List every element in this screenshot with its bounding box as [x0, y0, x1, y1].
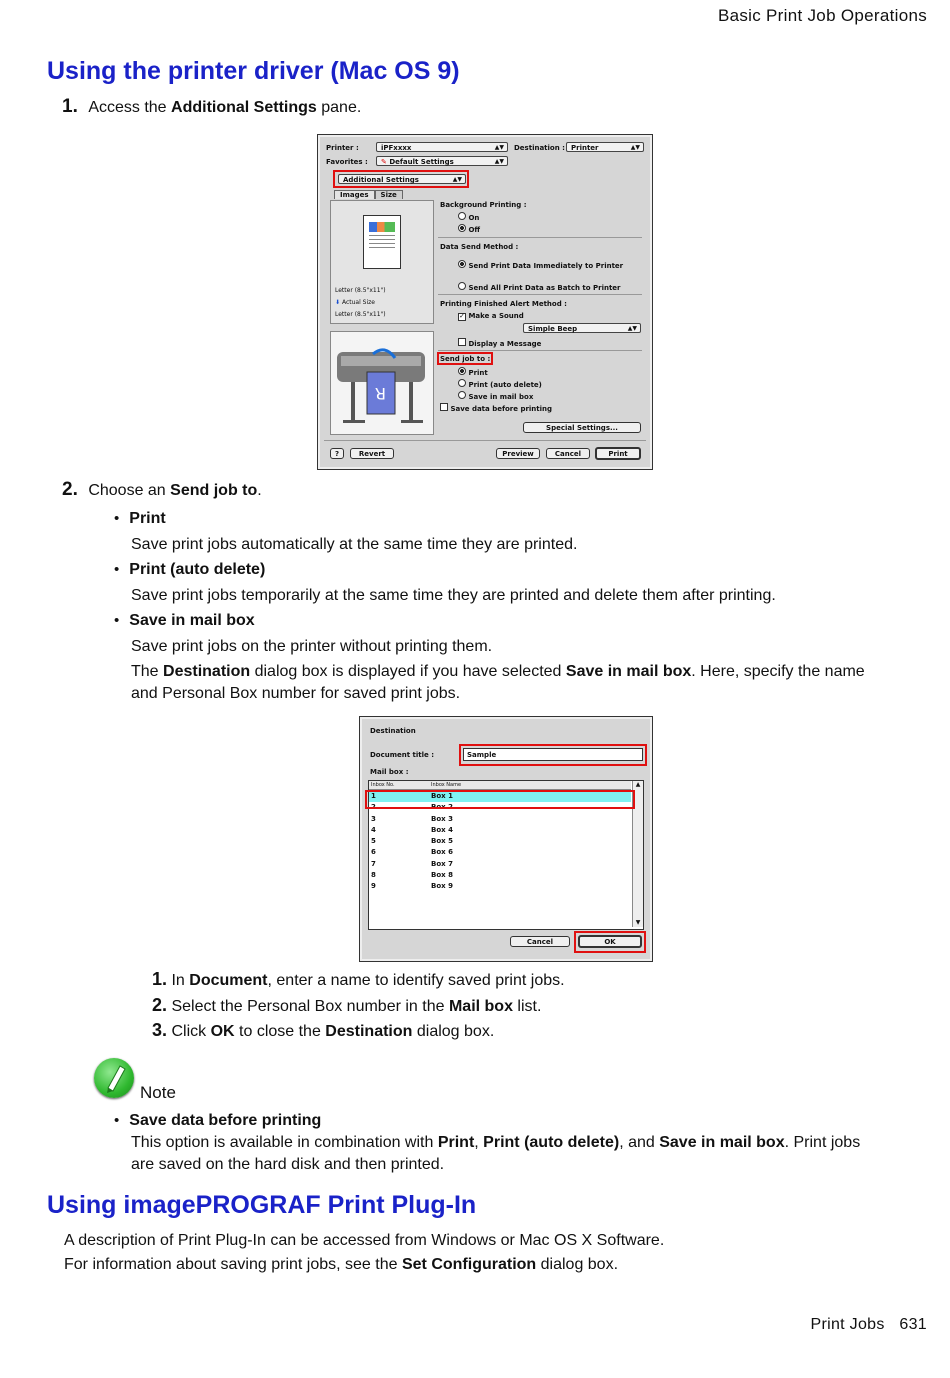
alert-method-label: Printing Finished Alert Method : — [440, 300, 567, 308]
make-sound-label: Make a Sound — [468, 312, 524, 320]
radio-on-icon — [458, 367, 466, 375]
divider — [438, 237, 642, 238]
preview-panel — [330, 200, 434, 324]
list-item[interactable] — [369, 825, 631, 836]
send-batch-label: Send All Print Data as Batch to Printer — [468, 284, 621, 292]
col-inbox-name[interactable]: Inbox Name — [431, 782, 462, 788]
step-bold: Send job to — [170, 482, 258, 499]
data-send-label: Data Send Method : — [440, 243, 519, 251]
section-title: Using imagePROGRAF Print Plug-In — [47, 1191, 477, 1219]
highlight-pane — [333, 170, 469, 188]
note-bullet — [114, 1110, 321, 1132]
paper-info — [335, 285, 386, 321]
step-number: 2. — [152, 995, 168, 1015]
col-inbox-no[interactable]: Inbox No. — [371, 782, 395, 788]
scroll-up-icon[interactable]: ▲ — [635, 781, 641, 788]
checkbox-icon — [458, 338, 466, 346]
step-text: In — [171, 972, 190, 989]
list-item[interactable] — [369, 881, 631, 892]
step-text: dialog box. — [412, 1023, 495, 1040]
destination-dialog — [359, 716, 653, 962]
bullet-icon: • — [114, 561, 120, 578]
destination-popup[interactable] — [566, 142, 644, 152]
arrow-down-icon: ⬇ — [335, 299, 341, 306]
bg-on-option[interactable] — [458, 212, 479, 222]
highlight-send-job — [437, 352, 493, 365]
note-bold: Print (auto delete) — [483, 1134, 620, 1151]
inbox-name: Box 2 — [431, 803, 453, 812]
inbox-no: 1 — [371, 792, 376, 800]
special-settings-button[interactable]: Special Settings... — [523, 422, 641, 433]
destination-paragraph — [131, 661, 881, 705]
destination-value: Printer — [571, 144, 599, 152]
divider — [438, 294, 642, 295]
inbox-no: 9 — [371, 882, 376, 891]
bullet-print — [114, 508, 166, 530]
inbox-name: Box 7 — [431, 859, 453, 868]
step-number: 2. — [62, 479, 78, 500]
bullet-icon: • — [114, 1112, 120, 1129]
bullet-title: Print — [129, 510, 166, 527]
divider — [438, 350, 642, 351]
checkbox-checked-icon: ✓ — [459, 312, 465, 320]
inbox-name: Box 4 — [431, 825, 453, 834]
print-dialog — [317, 134, 653, 470]
auto-delete-option[interactable] — [458, 379, 542, 389]
mailbox-label: Mail box : — [370, 768, 409, 776]
para-text: dialog box. — [536, 1256, 619, 1273]
highlight-ok — [574, 931, 646, 953]
dialog-title: Destination — [370, 727, 416, 735]
checkbox-icon — [440, 403, 448, 411]
note-text: , — [474, 1134, 484, 1151]
print-option[interactable] — [458, 367, 488, 377]
printer-image-icon — [331, 332, 433, 434]
bg-off-label: Off — [468, 226, 481, 234]
help-button[interactable]: ? — [330, 448, 344, 459]
bullet-auto-delete — [114, 559, 265, 581]
mailbox-option-label: Save in mail box — [468, 393, 534, 401]
page-thumbnail — [369, 222, 395, 232]
list-item[interactable] — [369, 870, 631, 881]
popup-arrow-icon: ▲▼ — [452, 176, 462, 183]
inbox-no: 3 — [371, 814, 376, 823]
note-bold: Print — [437, 1134, 475, 1151]
footer-section: Print Jobs — [810, 1316, 885, 1333]
note-text: . Print jobs are saved on the hard disk and then printed. — [131, 1134, 861, 1173]
para-text: . Here, specify the name and Personal Box number for saved print jobs. — [131, 663, 865, 702]
note-text: , and — [619, 1134, 660, 1151]
para-text: dialog box is displayed if you have selected — [250, 663, 566, 680]
bullet-desc: Save print jobs on the printer without printing them. — [131, 638, 493, 655]
note-bold: Save in mail box — [659, 1134, 785, 1151]
substep-2 — [152, 995, 541, 1016]
step-text: pane. — [316, 99, 362, 116]
page-number: 631 — [899, 1316, 927, 1333]
print-button[interactable]: Print — [595, 447, 641, 460]
bullet-desc: Save print jobs automatically at the same time they are printed. — [131, 536, 578, 553]
list-item[interactable] — [369, 859, 631, 870]
printer-illustration — [330, 331, 434, 435]
step-number: 1. — [62, 96, 78, 117]
list-header — [369, 781, 631, 790]
radio-off-icon — [458, 282, 466, 290]
para-bold: Destination — [163, 663, 251, 680]
inbox-no: 6 — [371, 848, 376, 857]
pencil-icon — [94, 1058, 134, 1098]
save-before-option[interactable] — [440, 403, 552, 413]
inbox-no: 2 — [371, 803, 376, 812]
highlight-doc-title — [459, 744, 647, 766]
radio-off-icon — [458, 379, 466, 387]
paper-size: Letter (8.5"x11") — [335, 311, 386, 318]
inbox-no: 7 — [371, 859, 376, 868]
printer-popup[interactable] — [376, 142, 508, 152]
send-batch-option[interactable] — [458, 282, 621, 292]
step-text: . — [257, 482, 262, 499]
inbox-name: Box 9 — [431, 882, 453, 891]
background-printing-label: Background Printing : — [440, 201, 527, 209]
step-number: 1. — [152, 969, 168, 989]
print-option-label: Print — [468, 369, 488, 377]
step-number: 3. — [152, 1020, 168, 1040]
note-label: Note — [140, 1083, 176, 1102]
destination-label: Destination : — [514, 144, 565, 152]
inbox-name: Box 5 — [431, 837, 453, 846]
substep-3 — [152, 1020, 494, 1041]
divider — [324, 440, 646, 441]
step-2 — [62, 479, 262, 501]
page-footer — [811, 1316, 928, 1334]
tab-size[interactable]: Size — [375, 190, 403, 199]
favorites-label: Favorites : — [326, 158, 368, 166]
list-item[interactable] — [369, 847, 631, 858]
cancel-button[interactable]: Cancel — [546, 448, 590, 459]
list-item[interactable] — [369, 814, 631, 825]
make-sound-option[interactable] — [458, 312, 524, 321]
popup-arrow-icon: ▲▼ — [494, 144, 504, 151]
para-bold: Set Configuration — [401, 1256, 537, 1273]
scroll-down-icon[interactable]: ▼ — [635, 919, 641, 926]
send-immediate-label: Send Print Data Immediately to Printer — [468, 262, 624, 270]
bullet-icon: • — [114, 510, 120, 527]
bullet-icon: • — [114, 612, 120, 629]
printer-label: Printer : — [326, 144, 359, 152]
inbox-name: Box 1 — [431, 792, 453, 800]
actual-size: Actual Size — [341, 299, 375, 306]
step-text: Choose an — [88, 482, 171, 499]
pane-value: Additional Settings — [343, 176, 419, 184]
bullet-title: Print (auto delete) — [129, 561, 266, 578]
mailbox-option[interactable] — [458, 391, 533, 401]
step-bold: Mail box — [448, 998, 513, 1015]
step-bold: Additional Settings — [171, 99, 317, 116]
highlight-row-1 — [365, 790, 635, 809]
svg-text:R: R — [374, 384, 386, 403]
favorites-value: Default Settings — [389, 158, 454, 166]
step-1 — [62, 96, 361, 118]
bullet-mailbox — [114, 610, 255, 632]
note-body — [131, 1132, 881, 1176]
doc-title-label: Document title : — [370, 751, 435, 759]
popup-arrow-icon: ▲▼ — [627, 325, 637, 332]
auto-delete-label: Print (auto delete) — [468, 381, 542, 389]
step-bold: Destination — [325, 1023, 413, 1040]
step-bold: Document — [189, 972, 268, 989]
pencil-note-icon — [94, 1058, 134, 1098]
step-text: Select the Personal Box number in the — [171, 998, 449, 1015]
favorites-icon: ✎ — [381, 158, 387, 166]
tab-images[interactable]: Images — [334, 190, 375, 199]
radio-on-icon — [458, 224, 466, 232]
bg-on-label: On — [468, 214, 480, 222]
inbox-name: Box 8 — [431, 871, 453, 880]
para-text: The — [131, 663, 164, 680]
popup-arrow-icon: ▲▼ — [494, 158, 504, 165]
preview-button[interactable]: Preview — [496, 448, 540, 459]
inbox-no: 5 — [371, 837, 376, 846]
send-job-label: Send job to : — [440, 355, 491, 363]
tab-bar — [334, 190, 403, 199]
send-immediate-option[interactable] — [458, 260, 623, 270]
sound-value: Simple Beep — [528, 325, 578, 333]
favorites-popup[interactable] — [376, 156, 508, 166]
bullet-title: Save in mail box — [129, 612, 255, 629]
inbox-name: Box 6 — [431, 848, 453, 857]
bullet-desc: Save print jobs temporarily at the same time they are printed and delete them after printing. — [131, 587, 776, 604]
note-title: Save data before printing — [129, 1112, 322, 1129]
bg-off-option[interactable] — [458, 224, 480, 234]
note-text: This option is available in combination with — [131, 1134, 438, 1151]
cancel-button[interactable]: Cancel — [510, 936, 570, 947]
para-text: For information about saving print jobs, see the — [64, 1256, 402, 1273]
step-text: to close the — [234, 1023, 326, 1040]
running-header: Basic Print Job Operations — [717, 6, 927, 25]
section2-line1: A description of Print Plug-In can be accessed from Windows or Mac OS X Software. — [64, 1232, 665, 1249]
display-message-option[interactable] — [458, 338, 541, 348]
radio-on-icon — [458, 260, 466, 268]
section2-line2 — [64, 1254, 618, 1276]
display-message-label: Display a Message — [468, 340, 542, 348]
step-text: Click — [171, 1023, 211, 1040]
list-item[interactable] — [369, 836, 631, 847]
step-text: list. — [512, 998, 542, 1015]
popup-arrow-icon: ▲▼ — [630, 144, 640, 151]
section-title: Using the printer driver (Mac OS 9) — [47, 57, 460, 85]
substep-1 — [152, 969, 565, 990]
radio-off-icon — [458, 391, 466, 399]
doc-title-value: Sample — [467, 751, 497, 759]
sound-popup[interactable] — [523, 323, 641, 333]
inbox-name: Box 3 — [431, 814, 453, 823]
step-bold: OK — [210, 1023, 235, 1040]
step-text: , enter a name to identify saved print jobs. — [267, 972, 565, 989]
ok-button[interactable]: OK — [578, 935, 642, 948]
radio-off-icon — [458, 212, 466, 220]
printer-value: iPFxxxx — [381, 144, 412, 152]
inbox-no: 8 — [371, 871, 376, 880]
revert-button[interactable]: Revert — [350, 448, 394, 459]
step-text: Access the — [88, 99, 172, 116]
save-before-label: Save data before printing — [450, 405, 553, 413]
paper-size: Letter (8.5"x11") — [335, 287, 386, 294]
inbox-no: 4 — [371, 825, 376, 834]
page-preview — [363, 215, 401, 269]
para-bold: Save in mail box — [565, 663, 692, 680]
